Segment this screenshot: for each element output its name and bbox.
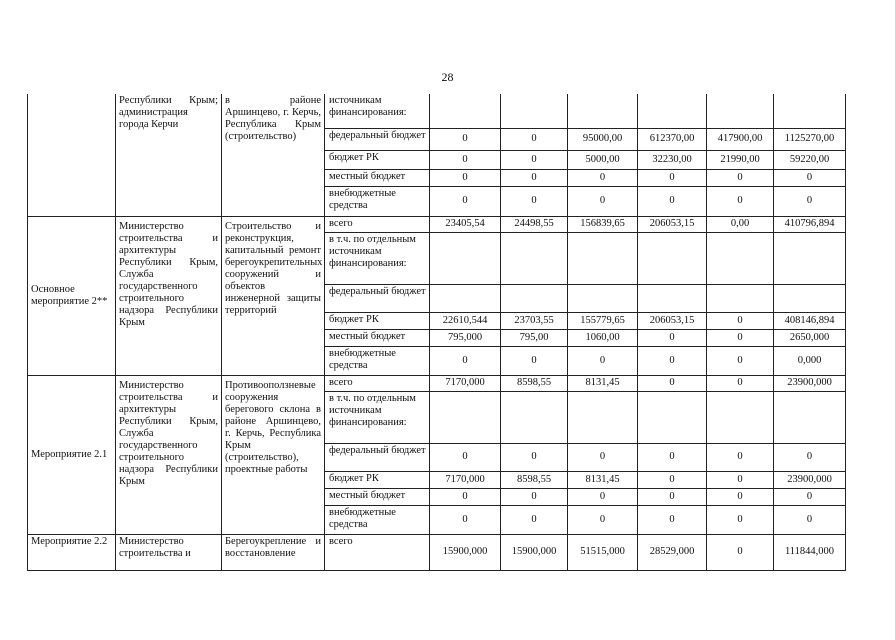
value-cell bbox=[501, 284, 568, 312]
value-cell: 0 bbox=[430, 128, 501, 150]
value-cell bbox=[707, 232, 774, 284]
object-cell: Противооползневые сооружения берегового склона в районе Аршинцево, г. Керчь, Республика Крым (строительство), проектные работы bbox=[222, 375, 325, 534]
value-cell: 0 bbox=[501, 505, 568, 534]
value-cell bbox=[774, 284, 846, 312]
value-cell: 0 bbox=[707, 443, 774, 471]
value-cell: 795,000 bbox=[430, 329, 501, 346]
value-cell: 0 bbox=[501, 443, 568, 471]
source-label-cell: местный бюджет bbox=[325, 169, 430, 186]
executor-cell: Министерство строительства и bbox=[116, 534, 222, 570]
source-label-cell: федеральный бюджет bbox=[325, 284, 430, 312]
event-name-cell: Основное мероприятие 2** bbox=[28, 216, 116, 375]
value-cell: 0 bbox=[501, 128, 568, 150]
value-cell bbox=[501, 232, 568, 284]
value-cell: 28529,000 bbox=[638, 534, 707, 570]
value-cell bbox=[430, 94, 501, 128]
table-row bbox=[28, 94, 846, 128]
source-label-cell: бюджет РК bbox=[325, 471, 430, 488]
value-cell: 206053,15 bbox=[638, 312, 707, 329]
value-cell bbox=[638, 232, 707, 284]
value-cell bbox=[774, 94, 846, 128]
table-row bbox=[28, 216, 846, 232]
event-name-cell bbox=[28, 94, 116, 216]
table-row bbox=[28, 375, 846, 391]
value-cell bbox=[568, 284, 638, 312]
value-cell: 0 bbox=[501, 346, 568, 375]
value-cell: 408146,894 bbox=[774, 312, 846, 329]
value-cell: 15900,000 bbox=[430, 534, 501, 570]
value-cell: 0 bbox=[638, 346, 707, 375]
source-label-cell: всего bbox=[325, 534, 430, 570]
value-cell: 0 bbox=[707, 346, 774, 375]
source-label-cell: местный бюджет bbox=[325, 329, 430, 346]
value-cell: 1125270,00 bbox=[774, 128, 846, 150]
value-cell: 5000,00 bbox=[568, 150, 638, 169]
value-cell: 95000,00 bbox=[568, 128, 638, 150]
value-cell: 0 bbox=[707, 534, 774, 570]
value-cell: 111844,000 bbox=[774, 534, 846, 570]
value-cell: 410796,894 bbox=[774, 216, 846, 232]
funding-table-body bbox=[28, 94, 846, 570]
value-cell bbox=[430, 284, 501, 312]
value-cell bbox=[638, 284, 707, 312]
value-cell: 21990,00 bbox=[707, 150, 774, 169]
value-cell: 0 bbox=[430, 346, 501, 375]
value-cell: 0 bbox=[568, 505, 638, 534]
object-cell: Берегоукрепление и восстановление bbox=[222, 534, 325, 570]
value-cell: 0 bbox=[501, 488, 568, 505]
value-cell: 0 bbox=[568, 186, 638, 216]
value-cell bbox=[774, 391, 846, 443]
source-label-cell: бюджет РК bbox=[325, 312, 430, 329]
value-cell: 32230,00 bbox=[638, 150, 707, 169]
value-cell: 0 bbox=[501, 169, 568, 186]
page-number: 28 bbox=[441, 70, 454, 84]
source-label-cell: бюджет РК bbox=[325, 150, 430, 169]
value-cell: 0,000 bbox=[774, 346, 846, 375]
value-cell bbox=[638, 94, 707, 128]
value-cell: 0 bbox=[568, 443, 638, 471]
value-cell: 0 bbox=[430, 186, 501, 216]
value-cell: 8598,55 bbox=[501, 471, 568, 488]
value-cell: 0 bbox=[568, 169, 638, 186]
value-cell: 612370,00 bbox=[638, 128, 707, 150]
value-cell: 8131,45 bbox=[568, 471, 638, 488]
value-cell bbox=[568, 391, 638, 443]
value-cell bbox=[568, 232, 638, 284]
value-cell: 0 bbox=[638, 471, 707, 488]
value-cell: 0 bbox=[707, 505, 774, 534]
value-cell: 8131,45 bbox=[568, 375, 638, 391]
value-cell: 15900,000 bbox=[501, 534, 568, 570]
event-name-cell: Мероприятие 2.2 bbox=[28, 534, 116, 570]
value-cell bbox=[568, 94, 638, 128]
value-cell: 0 bbox=[707, 471, 774, 488]
source-label-cell: источникам финансирования: bbox=[325, 94, 430, 128]
value-cell bbox=[774, 232, 846, 284]
value-cell: 0 bbox=[774, 505, 846, 534]
value-cell: 0 bbox=[774, 186, 846, 216]
value-cell bbox=[638, 391, 707, 443]
event-name-cell: Мероприятие 2.1 bbox=[28, 375, 116, 534]
value-cell: 0 bbox=[707, 312, 774, 329]
value-cell: 7170,000 bbox=[430, 375, 501, 391]
value-cell: 0 bbox=[568, 488, 638, 505]
source-label-cell: местный бюджет bbox=[325, 488, 430, 505]
executor-cell: Министерство строительства и архитектуры Республики Крым, Служба государственного строительного надзора Республики Крым bbox=[116, 375, 222, 534]
value-cell: 0 bbox=[638, 375, 707, 391]
funding-table bbox=[27, 94, 846, 571]
value-cell: 0 bbox=[774, 488, 846, 505]
value-cell: 23900,000 bbox=[774, 471, 846, 488]
value-cell: 51515,000 bbox=[568, 534, 638, 570]
value-cell: 0 bbox=[501, 186, 568, 216]
value-cell bbox=[707, 284, 774, 312]
value-cell: 7170,000 bbox=[430, 471, 501, 488]
value-cell: 0 bbox=[774, 443, 846, 471]
value-cell: 0 bbox=[501, 150, 568, 169]
value-cell: 8598,55 bbox=[501, 375, 568, 391]
source-label-cell: всего bbox=[325, 375, 430, 391]
value-cell: 1060,00 bbox=[568, 329, 638, 346]
value-cell: 23405,54 bbox=[430, 216, 501, 232]
value-cell: 22610,544 bbox=[430, 312, 501, 329]
value-cell: 156839,65 bbox=[568, 216, 638, 232]
value-cell: 155779,65 bbox=[568, 312, 638, 329]
source-label-cell: внебюджетные средства bbox=[325, 186, 430, 216]
value-cell: 0,00 bbox=[707, 216, 774, 232]
value-cell bbox=[707, 94, 774, 128]
value-cell: 0 bbox=[430, 505, 501, 534]
source-label-cell: внебюджетные средства bbox=[325, 505, 430, 534]
value-cell bbox=[707, 391, 774, 443]
object-cell: в районе Аршинцево, г. Керчь, Республика Крым (строительство) bbox=[222, 94, 325, 216]
value-cell: 2650,000 bbox=[774, 329, 846, 346]
source-label-cell: федеральный бюджет bbox=[325, 443, 430, 471]
source-label-cell: внебюджетные средства bbox=[325, 346, 430, 375]
value-cell: 0 bbox=[430, 443, 501, 471]
value-cell: 0 bbox=[638, 488, 707, 505]
value-cell: 0 bbox=[707, 488, 774, 505]
source-label-cell: в т.ч. по отдельным источникам финансирования: bbox=[325, 232, 430, 284]
value-cell: 0 bbox=[707, 375, 774, 391]
value-cell: 0 bbox=[707, 186, 774, 216]
value-cell: 0 bbox=[430, 488, 501, 505]
value-cell: 0 bbox=[638, 329, 707, 346]
value-cell bbox=[501, 391, 568, 443]
value-cell: 0 bbox=[707, 329, 774, 346]
executor-cell: Министерство строительства и архитектуры Республики Крым, Служба государственного строительного надзора Республики Крым bbox=[116, 216, 222, 375]
value-cell: 0 bbox=[568, 346, 638, 375]
value-cell bbox=[430, 391, 501, 443]
source-label-cell: федеральный бюджет bbox=[325, 128, 430, 150]
value-cell: 795,00 bbox=[501, 329, 568, 346]
value-cell: 0 bbox=[638, 186, 707, 216]
table-row bbox=[28, 534, 846, 570]
value-cell bbox=[430, 232, 501, 284]
value-cell: 0 bbox=[638, 169, 707, 186]
value-cell: 0 bbox=[430, 150, 501, 169]
value-cell: 0 bbox=[707, 169, 774, 186]
source-label-cell: всего bbox=[325, 216, 430, 232]
value-cell: 0 bbox=[638, 443, 707, 471]
value-cell: 0 bbox=[430, 169, 501, 186]
value-cell: 0 bbox=[774, 169, 846, 186]
value-cell: 23900,000 bbox=[774, 375, 846, 391]
value-cell: 417900,00 bbox=[707, 128, 774, 150]
value-cell: 59220,00 bbox=[774, 150, 846, 169]
value-cell: 23703,55 bbox=[501, 312, 568, 329]
source-label-cell: в т.ч. по отдельным источникам финансирования: bbox=[325, 391, 430, 443]
value-cell: 0 bbox=[638, 505, 707, 534]
value-cell: 206053,15 bbox=[638, 216, 707, 232]
executor-cell: Республики Крым; администрация города Керчи bbox=[116, 94, 222, 216]
object-cell: Строительство и реконструкция, капитальный ремонт берегоукрепительных сооружений и объектов инженерной защиты территорий bbox=[222, 216, 325, 375]
value-cell: 24498,55 bbox=[501, 216, 568, 232]
value-cell bbox=[501, 94, 568, 128]
